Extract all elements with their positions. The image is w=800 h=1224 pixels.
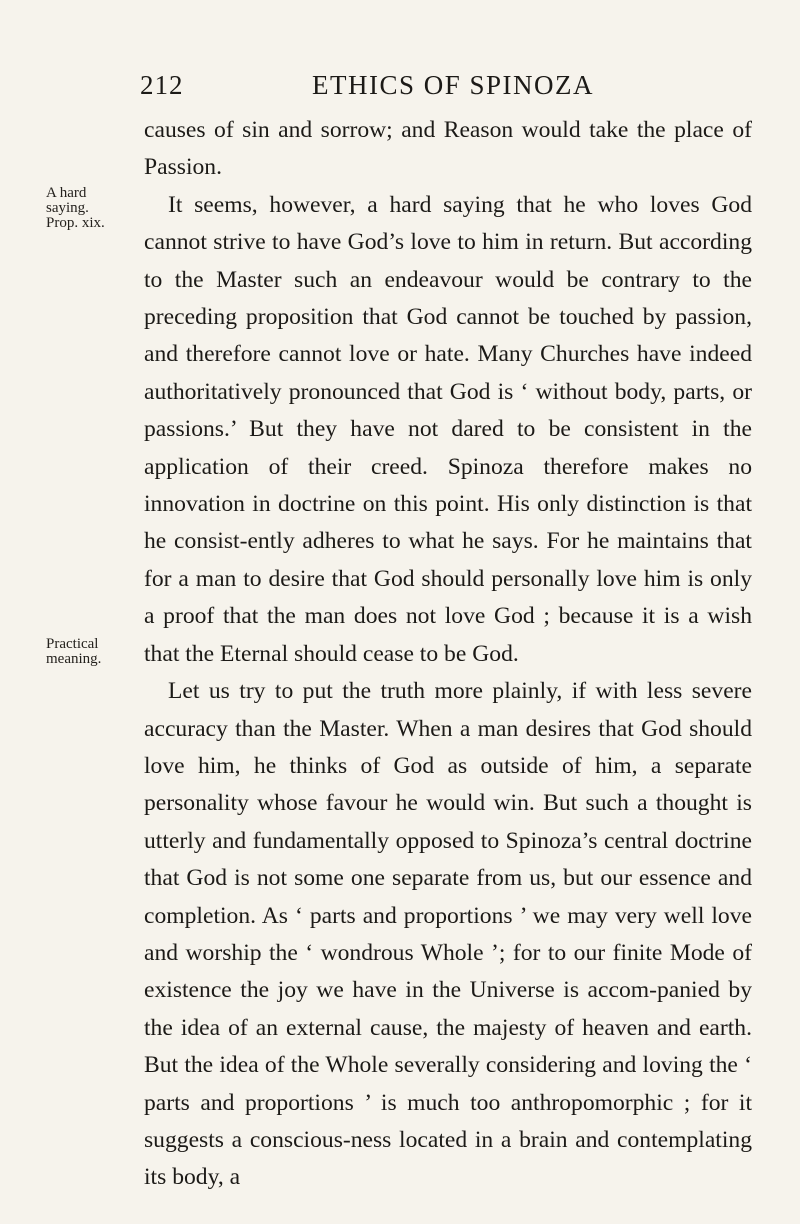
marginal-note-line: saying. (46, 200, 89, 216)
marginal-note-line: A hard (46, 185, 87, 201)
marginal-note-line: Practical (46, 636, 99, 652)
body-text (144, 112, 752, 1197)
marginal-note-line: Prop. xix. (46, 215, 105, 231)
paragraph-continued: causes of sin and sorrow; and Reason would take the place of Passion. (144, 117, 752, 181)
marginal-note-hard-saying (46, 186, 142, 231)
paragraph-hard-saying: It seems, however, a hard saying that he who loves God cannot strive to have God’s love to him in return. But according to the Master such an endeavour would be contrary to the preceding proposition that God cannot be touched by passion, and therefore cannot love or hate. Many Churches have indeed authoritatively pronounced that God is ‘ without body, parts, or passions.’ But they have not dared to be consistent in the application of their creed. Spinoza therefore makes no innovation in doctrine on this point. His only distinction is that he consist-ently adheres to what he says. For he maintains that for a man to desire that God should personally love him is only a proof that the man does not love God ; because it is a wish that the Eternal should cease to be God. (144, 191, 752, 667)
paragraph-practical-meaning: Let us try to put the truth more plainly, if with less severe accuracy than the Master. When a man desires that God should love him, he thinks of God as outside of him, a separate personality whose favour he would win. But such a thought is utterly and fundamentally opposed to Spinoza’s central doctrine that God is not some one separate from us, but our essence and completion. As ‘ parts and proportions ’ we may very well love and worship the ‘ wondrous Whole ’; for to our finite Mode of existence the joy we have in the Universe is accom-panied by the idea of an external cause, the majesty of heaven and earth. But the idea of the Whole severally considering and loving the ‘ parts and proportions ’ is much too anthropomorphic ; for it suggests a conscious-ness located in a brain and contemplating its body, a (144, 678, 752, 1191)
running-head (140, 70, 700, 106)
running-title: ETHICS OF SPINOZA (312, 70, 595, 100)
marginal-note-line: meaning. (46, 651, 102, 667)
page-number: 212 (140, 70, 184, 100)
marginal-note-practical-meaning (46, 637, 142, 667)
